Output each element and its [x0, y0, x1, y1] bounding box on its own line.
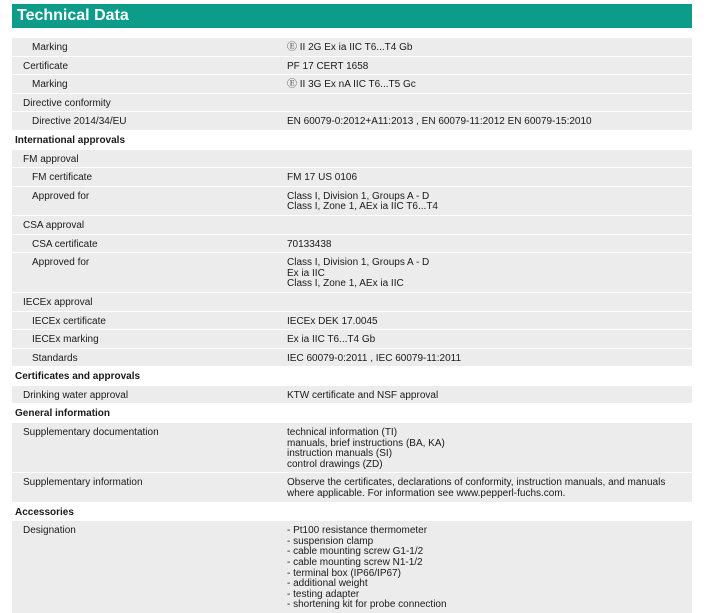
row-value: [278, 386, 692, 404]
row-value: [278, 503, 692, 521]
row-value: [278, 75, 692, 93]
table-row: [12, 252, 692, 292]
row-label: FM approval: [23, 153, 79, 165]
row-value: [278, 235, 692, 253]
section-heading: General information: [15, 408, 111, 420]
row-label: Designation: [23, 525, 76, 537]
value-line: PF 17 CERT 1658: [287, 60, 369, 72]
value-line: Ex ia IIC: [287, 267, 325, 279]
value-line: KTW certificate and NSF approval: [287, 389, 439, 401]
table-row: [12, 292, 692, 311]
row-value: [278, 293, 692, 311]
value-line: Observe the certificates, declarations of conformity, instruction manuals, and manuals: [287, 477, 666, 489]
row-label: CSA certificate: [32, 238, 98, 250]
table-row: [12, 234, 692, 253]
row-label: IECEx marking: [32, 334, 99, 346]
value-line: FM 17 US 0106: [287, 172, 358, 184]
row-value: [278, 94, 692, 112]
row-value: [278, 131, 692, 149]
value-line: Class I, Division 1, Groups A - D: [287, 190, 430, 202]
row-value: [278, 423, 692, 472]
row-label: Directive 2014/34/EU: [32, 116, 127, 128]
section-heading-row: [12, 403, 692, 422]
technical-data-table: [12, 38, 692, 613]
row-value: [278, 312, 692, 330]
row-value: [278, 404, 692, 422]
value-line: Ⓔ II 2G Ex ia IIC T6...T4 Gb: [287, 42, 413, 53]
row-value: [278, 168, 692, 186]
section-title: Technical Data: [17, 7, 129, 24]
row-label: Certificate: [23, 60, 69, 72]
value-line: 70133438: [287, 238, 332, 250]
table-row: [12, 186, 692, 215]
row-label: Standards: [32, 352, 78, 364]
value-line: manuals, brief instructions (BA, KA): [287, 437, 445, 449]
row-label: IECEx certificate: [32, 315, 106, 327]
table-row: [12, 56, 692, 75]
section-heading-row: [12, 366, 692, 385]
row-value: [278, 473, 692, 501]
section-heading: International approvals: [15, 134, 126, 146]
row-label: IECEx approval: [23, 296, 93, 308]
row-label: Drinking water approval: [23, 389, 129, 401]
row-label: FM certificate: [32, 172, 93, 184]
value-line: [287, 298, 692, 309]
value-line: - terminal box (IP66/IP67): [287, 567, 401, 579]
row-label: Supplementary information: [23, 477, 143, 489]
row-value: [278, 330, 692, 348]
table-row: [12, 472, 692, 501]
value-line: - shortening kit for probe connection: [287, 599, 447, 611]
row-value: [278, 57, 692, 75]
value-line: EN 60079-0:2012+A11:2013 , EN 60079-11:2012 EN 60079-15:2010: [287, 116, 592, 128]
row-value: [278, 367, 692, 385]
row-label: CSA approval: [23, 219, 85, 231]
value-line: IECEx DEK 17.0045: [287, 315, 378, 327]
value-line: - cable mounting screw N1-1/2: [287, 557, 423, 568]
value-line: IEC 60079-0:2011 , IEC 60079-11:2011: [287, 352, 462, 364]
row-label: Marking: [32, 42, 68, 53]
row-value: [278, 253, 692, 292]
section-heading-row: [12, 130, 692, 149]
value-line: [287, 99, 692, 110]
table-row: [12, 422, 692, 472]
value-line: Class I, Zone 1, AEx ia IIC: [287, 278, 404, 290]
table-row: [12, 74, 692, 93]
value-line: [287, 155, 692, 166]
row-value: [278, 349, 692, 367]
row-label: Marking: [32, 79, 68, 91]
value-line: - testing adapter: [287, 588, 360, 600]
row-value: [278, 216, 692, 234]
value-line: - Pt100 resistance thermometer: [287, 525, 428, 537]
value-line: - cable mounting screw G1-1/2: [287, 546, 424, 558]
table-row: [12, 167, 692, 186]
table-row: [12, 149, 692, 168]
value-line: [287, 221, 692, 232]
value-line: Ⓔ II 3G Ex nA IIC T6...T5 Gc: [287, 79, 416, 91]
row-value: [278, 38, 692, 56]
table-row: [12, 311, 692, 330]
value-line: Class I, Zone 1, AEx ia IIC T6...T4: [287, 201, 438, 213]
table-row: [12, 520, 692, 613]
section-heading-row: [12, 502, 692, 521]
value-line: Class I, Division 1, Groups A - D: [287, 257, 430, 269]
value-line: technical information (TI): [287, 427, 398, 439]
value-line: instruction manuals (SI): [287, 448, 393, 460]
section-heading: Accessories: [15, 506, 74, 518]
row-value: [278, 150, 692, 168]
table-row: [12, 215, 692, 234]
row-label: Supplementary documentation: [23, 427, 159, 439]
section-header: [12, 4, 692, 28]
table-row: [12, 385, 692, 404]
section-heading: Certificates and approvals: [15, 371, 141, 383]
table-row: [12, 329, 692, 348]
table-row: [12, 93, 692, 112]
row-value: [278, 521, 692, 613]
row-value: [278, 187, 692, 215]
table-row: [12, 38, 692, 56]
table-row: [12, 348, 692, 367]
row-label: Approved for: [32, 257, 90, 269]
row-label: Approved for: [32, 190, 90, 202]
value-line: where applicable. For information see www.pepperl-fuchs.com.: [287, 488, 566, 500]
value-line: Ex ia IIC T6...T4 Gb: [287, 334, 376, 346]
value-line: - suspension clamp: [287, 535, 374, 547]
value-line: control drawings (ZD): [287, 458, 383, 470]
value-line: - additional weight: [287, 578, 368, 590]
row-value: [278, 112, 692, 130]
row-label: Directive conformity: [23, 97, 111, 109]
table-row: [12, 111, 692, 130]
